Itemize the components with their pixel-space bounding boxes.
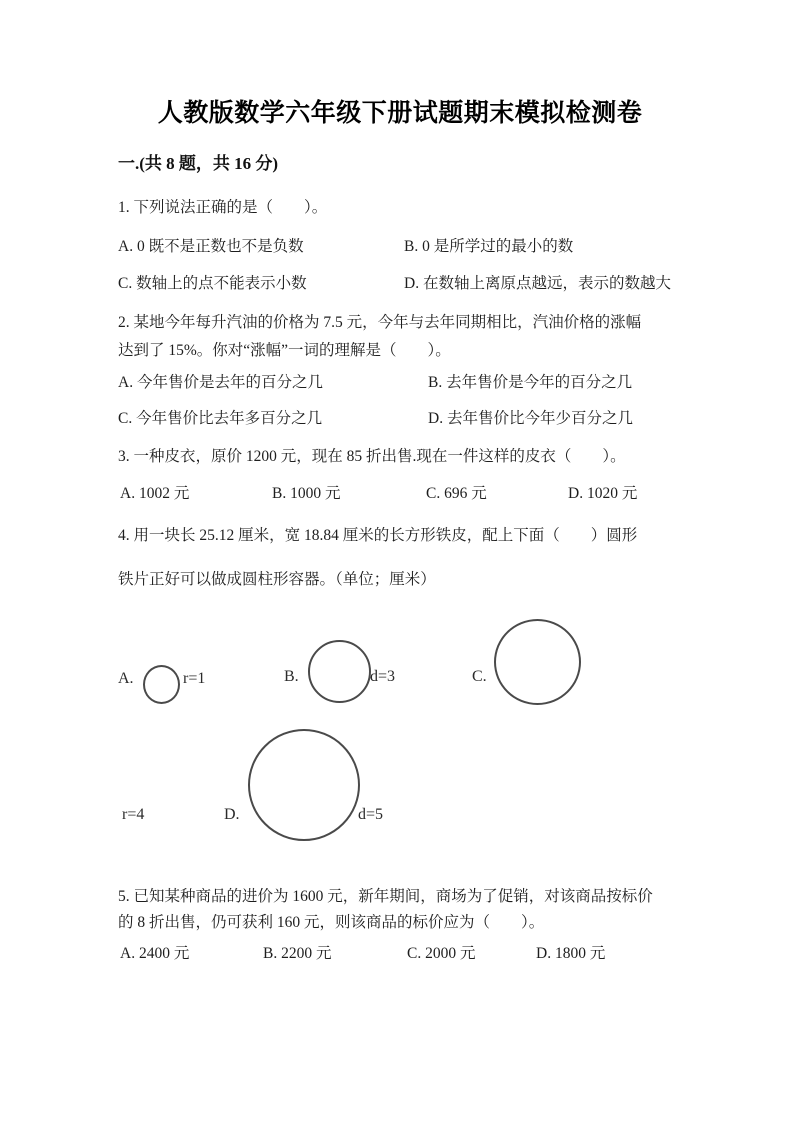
question-4-text-line-2: 铁片正好可以做成圆柱形容器。（单位；厘米） bbox=[118, 571, 436, 589]
question-3-option-d: D. 1020 元 bbox=[568, 485, 638, 503]
question-1-option-a: A. 0 既不是正数也不是负数 bbox=[118, 238, 304, 256]
question-3-option-b: B. 1000 元 bbox=[272, 485, 341, 503]
question-2-text-line-1: 2. 某地今年每升汽油的价格为 7.5 元，今年与去年同期相比，汽油价格的涨幅 bbox=[118, 314, 642, 332]
question-1-options-row-1 bbox=[112, 236, 688, 258]
circle-d-measure-label: d=5 bbox=[358, 806, 384, 824]
question-1 bbox=[112, 197, 688, 295]
circle-a-shape bbox=[143, 665, 180, 704]
question-1-options-row-2 bbox=[112, 273, 688, 295]
circle-c-option-label: C. bbox=[472, 668, 487, 686]
question-3 bbox=[112, 446, 688, 505]
question-3-option-c: C. 696 元 bbox=[426, 485, 487, 503]
question-4 bbox=[112, 525, 688, 861]
circle-d-option-label: D. bbox=[224, 806, 240, 824]
question-5-text bbox=[112, 884, 688, 936]
circle-c-measure-label: r=4 bbox=[122, 806, 145, 824]
question-2-option-a: A. 今年售价是去年的百分之几 bbox=[118, 374, 323, 392]
exam-title: 人教版数学六年级下册试题期末模拟检测卷 bbox=[157, 100, 643, 127]
circle-b-shape bbox=[308, 640, 371, 703]
question-2-text-line-2: 达到了 15%。你对“涨幅”一词的理解是（ ）。 bbox=[118, 342, 451, 360]
circle-b-measure-label: d=3 bbox=[370, 668, 396, 686]
question-1-option-d: D. 在数轴上离原点越远，表示的数越大 bbox=[404, 275, 671, 293]
circle-a-option-label: A. bbox=[118, 670, 134, 688]
circle-d-shape bbox=[248, 729, 360, 841]
question-5-option-d: D. 1800 元 bbox=[536, 945, 606, 963]
question-5 bbox=[112, 884, 688, 965]
question-1-text: 1. 下列说法正确的是（ ）。 bbox=[118, 199, 328, 217]
question-2-text bbox=[112, 309, 688, 365]
question-3-text: 3. 一种皮衣，原价 1200 元，现在 85 折出售.现在一件这样的皮衣（ ）。 bbox=[118, 448, 626, 466]
circle-b-option-label: B. bbox=[284, 668, 299, 686]
question-5-options-row bbox=[112, 943, 688, 965]
question-2-option-b: B. 去年售价是今年的百分之几 bbox=[428, 374, 633, 392]
question-5-option-b: B. 2200 元 bbox=[263, 945, 332, 963]
question-1-option-b: B. 0 是所学过的最小的数 bbox=[404, 238, 574, 256]
question-2-option-c: C. 今年售价比去年多百分之几 bbox=[118, 410, 323, 428]
circle-a-measure-label: r=1 bbox=[183, 670, 206, 688]
question-2 bbox=[112, 309, 688, 430]
question-5-option-a: A. 2400 元 bbox=[120, 945, 190, 963]
question-5-text-line-2: 的 8 折出售，仍可获利 160 元，则该商品的标价应为（ ）。 bbox=[118, 914, 545, 932]
question-4-text-line-1: 4. 用一块长 25.12 厘米，宽 18.84 厘米的长方形铁皮，配上下面（ ）圆形 bbox=[118, 527, 638, 545]
question-3-options-row bbox=[112, 483, 688, 505]
circle-c-shape bbox=[494, 619, 581, 705]
question-5-text-line-1: 5. 已知某种商品的进价为 1600 元，新年期间，商场为了促销，对该商品按标价 bbox=[118, 888, 653, 906]
question-5-option-c: C. 2000 元 bbox=[407, 945, 476, 963]
question-4-circles-figure bbox=[112, 609, 688, 861]
exam-content bbox=[0, 98, 800, 965]
question-1-option-c: C. 数轴上的点不能表示小数 bbox=[118, 275, 307, 293]
question-2-option-d: D. 去年售价比今年少百分之几 bbox=[428, 410, 633, 428]
question-2-options-row-1 bbox=[112, 372, 688, 394]
question-2-options-row-2 bbox=[112, 408, 688, 430]
question-3-option-a: A. 1002 元 bbox=[120, 485, 190, 503]
section-heading: 一.(共 8 题，共 16 分) bbox=[118, 153, 279, 173]
